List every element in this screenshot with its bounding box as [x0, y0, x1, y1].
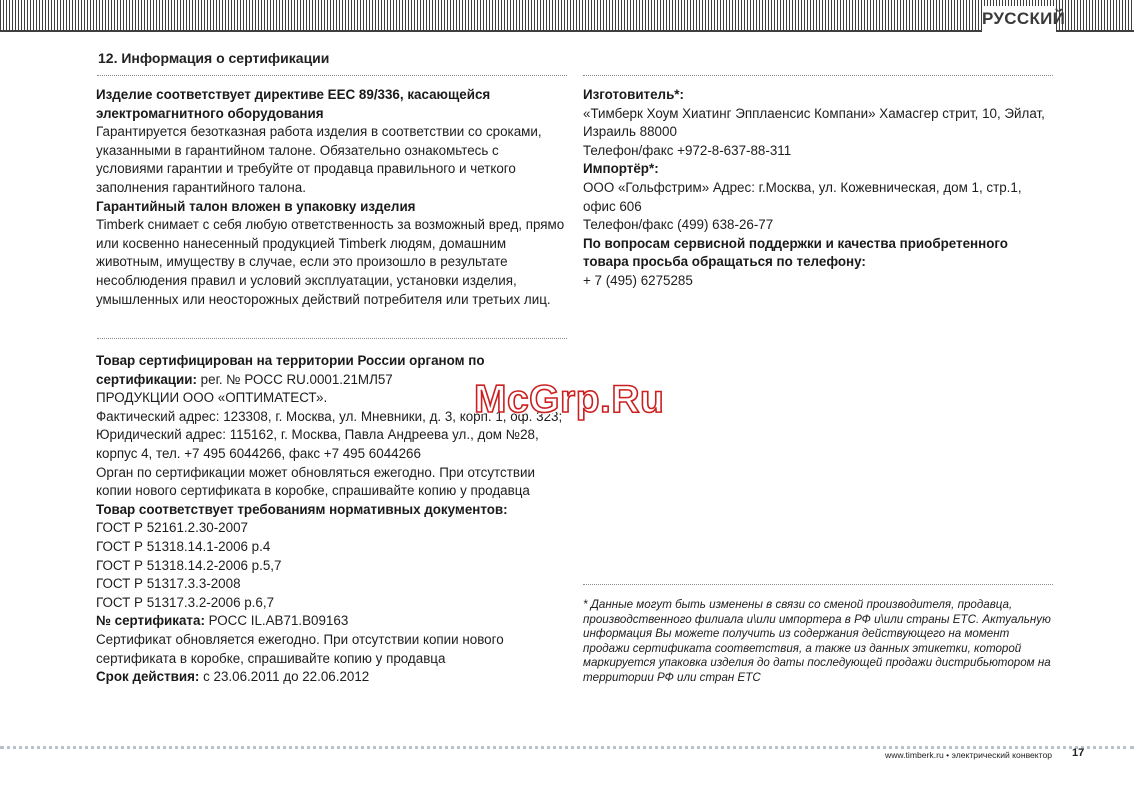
standard-item: ГОСТ Р 51318.14.2-2006 р.5,7 [96, 557, 282, 573]
validity-line [96, 668, 568, 687]
cert-number-value: РОСС IL.АВ71.В09163 [204, 613, 349, 629]
divider-left-top [97, 75, 567, 76]
cert-renewal-note: Орган по сертификации может обновляться ежегодно. При отсутствии копии нового сертификата в коробке, спрашивайте копию у продавца [96, 464, 535, 499]
warranty-block [96, 86, 568, 309]
footer-site-text: www.timberk.ru • электрический конвектор [885, 750, 1053, 760]
directive-heading: Изделие соответствует директиве ЕЕС 89/336, касающейся электромагнитного оборудования [96, 87, 491, 121]
cert-organization: ПРОДУКЦИИ ООО «ОПТИМАТЕСТ». [96, 390, 328, 406]
validity-value: с 23.06.2011 до 22.06.2012 [199, 669, 370, 685]
divider-right-footnote [583, 584, 1053, 585]
cert-registration-number: рег. № РОСС RU.0001.21МЛ57 [196, 371, 393, 387]
footer-divider [0, 746, 1134, 749]
support-heading: По вопросам сервисной поддержки и качества приобретенного товара просьба обращаться по телефону: [583, 235, 1008, 270]
standards-heading: Товар соответствует требованиям нормативных документов: [96, 501, 508, 517]
header-divider [0, 30, 1134, 32]
header-stripe-bar [0, 0, 1134, 30]
footnote-text: * Данные могут быть изменены в связи со сменой производителя, продавца, производственного филиала и\или импортера в РФ и\или страны ЕТС. Актуальную информация Вы можете получить из содержания действующего на момент продажи сертификата соответствия, а также из данных этикетки, которой маркируется упаковка изделия до даты последующей продажи дистрибьютором на территории РФ или стран ЕТС [583, 598, 1051, 684]
manufacturer-address: «Тимберк Хоум Хиатинг Эпплаенсис Компани» Хамасгер стрит, 10, Эйлат, Израиль 88000 [583, 105, 1045, 140]
divider-left-middle [97, 338, 567, 339]
standard-item: ГОСТ Р 51318.14.1-2006 р.4 [96, 538, 271, 554]
standard-item: ГОСТ Р 51317.3.3-2008 [96, 576, 241, 592]
cert-number-label: № сертификата: [96, 613, 205, 629]
watermark-logo: McGrp.Ru [474, 378, 665, 421]
divider-right-top [583, 75, 1053, 76]
coupon-heading: Гарантийный талон вложен в упаковку изделия [96, 198, 416, 214]
standard-item: ГОСТ Р 52161.2.30-2007 [96, 520, 248, 536]
support-phone: + 7 (495) 6275285 [583, 272, 693, 288]
importer-phone: Телефон/факс (499) 638-26-77 [583, 217, 774, 233]
cert-address: Фактический адрес: 123308, г. Москва, ул. Мневники, д. 3, корп. 1, оф. 323; Юридический адрес: 115162, г. Москва, Павла Андреева ул., дом №28, корпус 4, тел. +7 495 6044266, факс +7 495 6044266 [96, 408, 563, 461]
cert-heading-line-2: сертификации: [96, 371, 197, 387]
section-title: 12. Информация о сертификации [98, 50, 330, 66]
liability-text: Timberk снимает с себя любую ответственность за возможный вред, прямо или косвенно нанесенный продукцией Timberk людям, домашним животным, имуществу в случае, если это произошло в результате несоблюдения правил и условий эксплуатации, установки изделия, умышленных или неосторожных действий потребителя или третьих лиц. [96, 217, 565, 307]
cert-number-line [96, 612, 568, 631]
standard-item: ГОСТ Р 51317.3.2-2006 р.6,7 [96, 594, 275, 610]
manufacturer-label: Изготовитель*: [583, 87, 684, 102]
cert-heading-line-1: Товар сертифицирован на территории России органом по [96, 353, 485, 368]
manufacturer-block [583, 86, 1053, 291]
language-label: РУССКИЙ [982, 6, 1056, 32]
cert-yearly-note: Сертификат обновляется ежегодно. При отсутствии копии нового сертификата в коробке, спрашивайте копию у продавца [96, 631, 504, 666]
importer-address: ООО «Гольфстрим» Адрес: г.Москва, ул. Кожевническая, дом 1, стр.1, офис 606 [583, 179, 1022, 214]
page-number: 17 [1072, 747, 1085, 759]
importer-label: Импортёр*: [583, 161, 659, 177]
guarantee-text: Гарантируется безотказная работа изделия в соответствии со сроками, указанными в гарантийном талоне. Обязательно ознакомьтесь с условиями гарантии и требуйте от продавца правильного и четкого заполнения гарантийного талона. [96, 124, 542, 195]
manufacturer-phone: Телефон/факс +972-8-637-88-311 [583, 142, 792, 158]
validity-label: Срок действия: [96, 669, 200, 685]
